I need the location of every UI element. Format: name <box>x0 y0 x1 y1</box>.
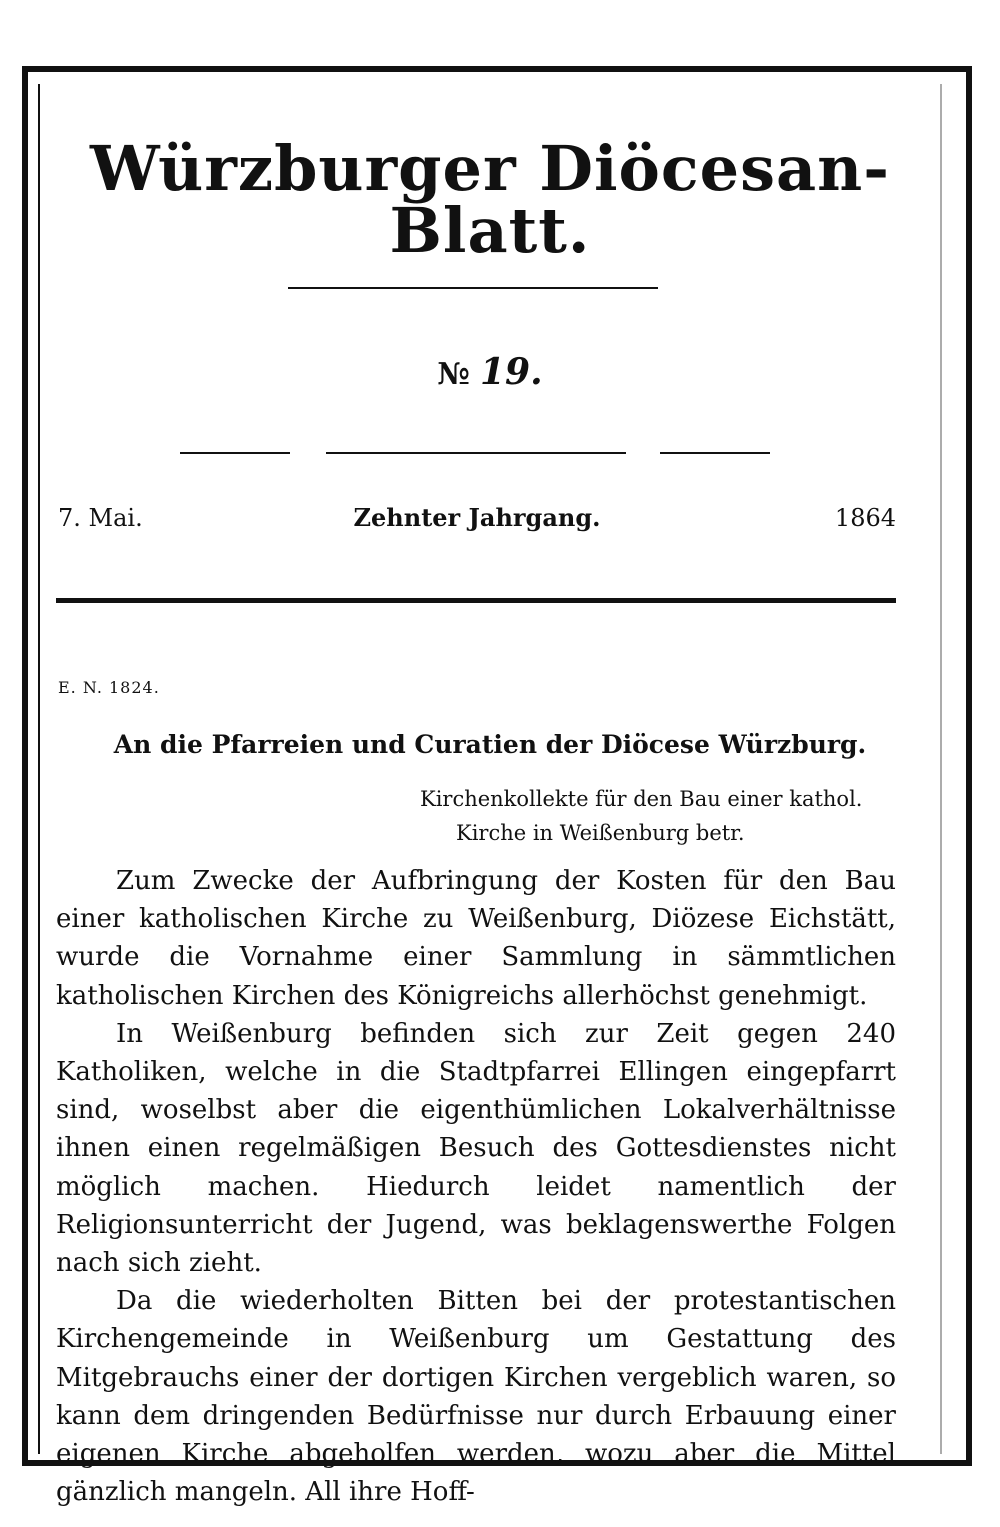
paragraph: Da die wiederholten Bitten bei der protestantischen Kirchengemeinde in Weißenburg um Gestattung des Mitgebrauchs einer der dortigen Kirchen vergeblich waren, so kann dem dringenden Bedürfnisse nur durch Erbauung einer eigenen Kirche abgeholfen werden, wozu aber die Mittel gänzlich mangeln. All ihre Hoff- <box>56 1286 896 1508</box>
masthead-title: Würzburger Diöcesan-Blatt. <box>90 132 890 267</box>
address-heading: An die Pfarreien und Curatien der Diöcese Würzburg. <box>113 730 867 759</box>
issue-number-value: 19. <box>479 351 543 393</box>
paragraph: Zum Zwecke der Aufbringung der Kosten für den Bau einer katholischen Kirche zu Weißenburg, Diözese Eichstätt, wurde die Vornahme einer Sammlung in sämmtlichen katholischen Kirchen des Königreichs allerhöchst genehmigt. <box>56 866 896 1011</box>
reference-code: E. N. 1824. <box>58 678 160 697</box>
divider-lower-left <box>180 452 290 454</box>
issue-date: 7. Mai. <box>58 504 143 532</box>
volume-label: Zehnter Jahrgang. <box>353 503 601 532</box>
divider-lower-center <box>326 452 626 454</box>
issue-number-mark: № <box>437 357 470 392</box>
header-rule <box>56 598 896 603</box>
inner-border-left <box>38 84 40 1454</box>
issue-number <box>40 351 940 393</box>
divider-upper <box>288 287 658 289</box>
issue-year: 1864 <box>834 504 896 532</box>
paragraph: In Weißenburg befinden sich zur Zeit gegen 240 Katholiken, welche in die Stadtpfarrei Ellingen eingepfarrt sind, woselbst aber die eigenthümlichen Lokalverhältnisse ihnen einen regelmäßigen Besuch des Gottesdienstes nicht möglich machen. Hiedurch leidet namentlich der Religionsunterricht der Jugend, was beklagenswerthe Folgen nach sich zieht. <box>56 1018 896 1279</box>
subject-line <box>420 782 896 850</box>
subject-line-2: Kirche in Weißenburg betr. <box>456 821 745 845</box>
inner-border-right <box>940 84 942 1454</box>
body-text <box>56 862 896 1511</box>
subject-line-1: Kirchenkollekte für den Bau einer kathol. <box>420 787 863 811</box>
divider-lower-right <box>660 452 770 454</box>
